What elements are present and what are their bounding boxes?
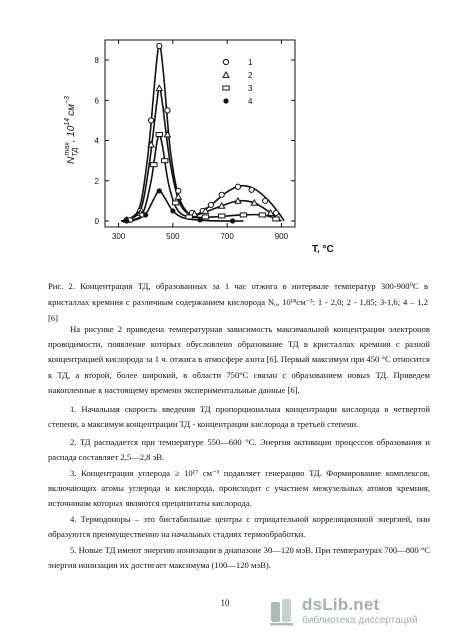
series-1-point	[263, 198, 268, 203]
series-1-point	[165, 108, 170, 113]
chart-legend	[223, 58, 253, 106]
series-2-point	[156, 85, 162, 90]
series-1-point	[208, 202, 213, 207]
series-4-point	[124, 218, 129, 223]
dslib-logo-icon	[268, 597, 296, 627]
series-1-point	[157, 43, 162, 48]
y-tick-label: 8	[94, 56, 99, 66]
paragraph-item-4: 4. Термодоноры – это бистабильные центры с отрицательной корреляционной энергией, они образуются преимущественно на начальных стадиях термообработки.	[48, 514, 430, 540]
y-tick-label: 2	[94, 176, 99, 186]
paragraph-intro: На рисунке 2 приведена температурная зависимость максимальной концентрации электронов проводимости, появление которых обусловлено образование ТД в кристаллах кремния с разной концентрацией кислорода за 1 ч. отжига в атмосфере азота [6]. Первый максимум при 450 °С относится к ТД, а второй, более широкий, в области 750°С связан с образованием новых ТД. Приведем накопленные к настоящему времени экспериментальные данные [6].	[48, 324, 430, 395]
x-tick-label: 500	[166, 232, 180, 241]
series-1-point	[235, 184, 240, 189]
legend-label-3: 3	[248, 84, 253, 93]
page-number: 10	[220, 598, 230, 608]
series-3-point	[259, 213, 265, 217]
series-4-point	[197, 217, 202, 222]
series-4-point	[157, 188, 162, 193]
series-3-point	[273, 217, 279, 221]
series-3-point	[240, 213, 246, 217]
watermark-subtitle: библиотека диссертаций	[302, 615, 418, 626]
x-tick-label: 700	[220, 232, 234, 241]
legend-marker-2	[223, 72, 229, 77]
y-tick-label: 4	[94, 136, 99, 146]
figure-caption: Рис. 2. Концентрация ТД, образованных за 1 час отжига в интервале температур 300-900⁰С в кристаллах кремния с различным содержанием кислорода N₀, 10¹⁸см⁻³: 1 - 2,0; 2 - 1,85; 3-1,6; 4 – 1,2 [6]	[48, 281, 428, 323]
x-tick-label: 300	[111, 232, 126, 241]
figure-chart	[0, 0, 450, 270]
y-axis-label: $N_{ТД}\max$, $10^{14}см^{-3}$	[64, 96, 79, 164]
chart-curves	[121, 45, 284, 221]
series-3-point	[219, 214, 225, 218]
y-tick-label: 6	[94, 96, 99, 106]
series-1-point	[176, 188, 181, 193]
series-4-point	[230, 218, 235, 223]
legend-label-1: 1	[248, 58, 253, 67]
legend-label-4: 4	[248, 97, 253, 106]
series-3-point	[186, 215, 192, 219]
y-tick-label: 0	[94, 216, 99, 226]
watermark-title: dsLib.net	[302, 595, 380, 614]
series-4-point	[143, 212, 148, 217]
series-1-point	[219, 192, 224, 197]
series-3-point	[156, 133, 162, 137]
series-1-line	[121, 45, 284, 221]
x-axis-label: T, °C	[312, 244, 334, 255]
legend-marker-3	[223, 86, 229, 90]
paragraph-item-5: 5. Новые ТД имеют энергию ионизации в диапазоне 30—120 мэВ. При температурах 700—800 °С энергия ионизации их достигает максимума (100—120 мэВ).	[48, 545, 430, 571]
series-3-point	[172, 201, 178, 205]
series-3-point	[202, 215, 208, 219]
paragraph-item-3: 3. Концентрация углерода ≥ 10¹⁷ см⁻³ подавляет генерацию ТД. Формирование комплексов, включающих атомы углерода и кислорода, происходит с участием межузельных атомов кремния, источником которых являются преципитаты кислорода.	[48, 468, 430, 509]
paragraph-item-1: 1. Начальная скорость введения ТД пропорциональна концентрации кислорода в четвертой степени, а максимум концентрации ТД - концентрации кислорода в третьей степени.	[48, 404, 430, 430]
series-1-point	[273, 210, 278, 215]
x-tick-label: 900	[274, 232, 289, 241]
series-4-point	[170, 208, 175, 213]
watermark	[268, 597, 438, 629]
legend-marker-1	[223, 59, 228, 64]
paragraph-item-2: 2. ТД распадается при температуре 550—600 °С. Энергия активации процессов образования и распада составляет 2,5—2,8 эВ.	[48, 437, 430, 463]
legend-marker-4	[223, 98, 228, 103]
series-1-point	[149, 118, 154, 123]
series-2-line	[121, 87, 280, 221]
series-1-point	[249, 187, 254, 192]
series-3-point	[162, 159, 168, 163]
series-3-point	[151, 163, 157, 167]
legend-label-2: 2	[248, 71, 253, 80]
